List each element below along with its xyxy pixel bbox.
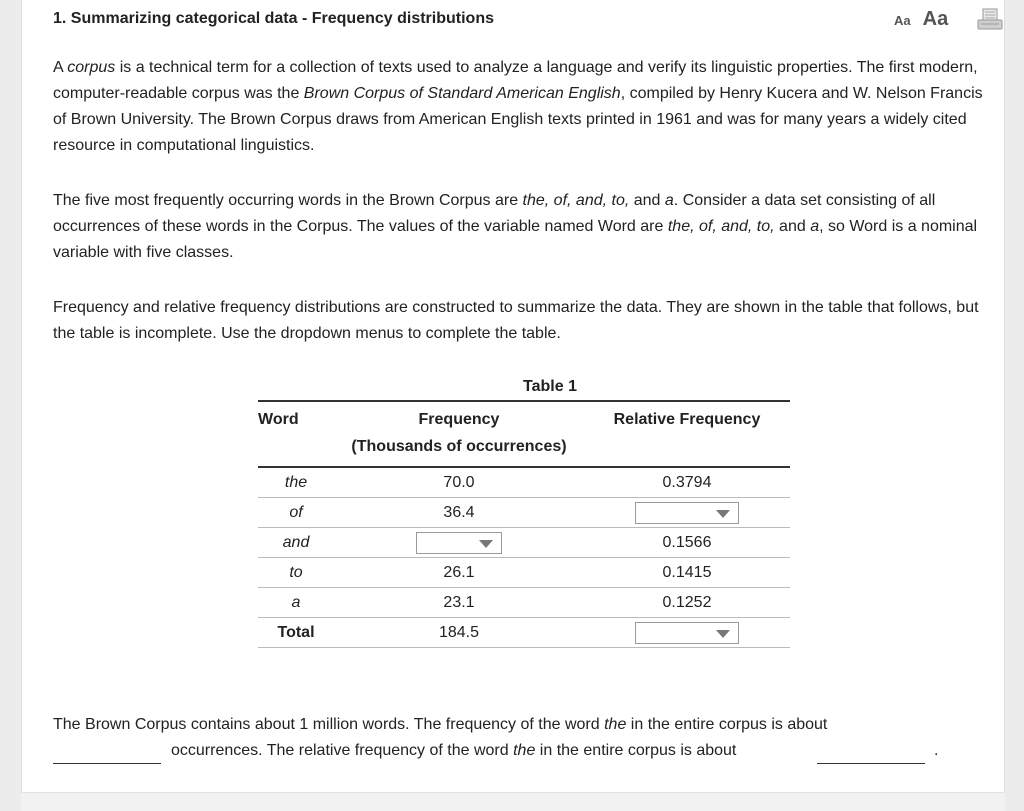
table-row [258,588,790,618]
sentence-period: . [934,742,939,759]
table-row [258,558,790,588]
word-cell: of [258,498,334,528]
table-row [258,498,790,528]
decrease-font-button[interactable]: Aa [894,13,911,28]
total-relative-frequency-cell [584,618,790,648]
relative-frequency-cell: 0.1252 [584,588,790,618]
font-size-controls [894,8,948,31]
frequency-answer-blank[interactable] [53,744,161,764]
left-frame-border [0,0,22,811]
table-caption: Table 1 [523,378,577,395]
relative-frequency-cell: 0.1415 [584,558,790,588]
relative-frequency-cell [584,498,790,528]
question-title: 1. Summarizing categorical data - Frequency distributions [53,10,494,27]
frequency-cell: 70.0 [334,467,584,498]
word-cell: a [258,588,334,618]
table-header-row [258,401,790,467]
of-relative-frequency-dropdown[interactable] [635,502,739,524]
table-total-row [258,618,790,648]
frequency-cell: 23.1 [334,588,584,618]
frequency-cell: 26.1 [334,558,584,588]
corpus-question-paragraph: The Brown Corpus contains about 1 million words. The frequency of the word the in the entire corpus is about [53,716,828,733]
total-relative-frequency-dropdown[interactable] [635,622,739,644]
relative-frequency-cell: 0.3794 [584,467,790,498]
word-cell: and [258,528,334,558]
table-row [258,528,790,558]
frequency-table-container [258,376,790,648]
total-label: Total [258,618,334,648]
print-icon[interactable] [977,7,1003,31]
corpus-question-line2: occurrences. The relative frequency of the word the in the entire corpus is about [171,742,737,759]
frequency-cell [334,528,584,558]
relative-frequency-cell: 0.1566 [584,528,790,558]
increase-font-button[interactable]: Aa [922,8,949,30]
and-frequency-dropdown[interactable] [416,532,502,554]
table-row [258,467,790,498]
right-scrollbar-track[interactable] [1004,0,1024,811]
total-frequency-cell: 184.5 [334,618,584,648]
instructions-paragraph: Frequency and relative frequency distributions are constructed to summarize the data. They are shown in the table that follows, but the table is incomplete. Use the dropdown menus to complete the table. [53,299,979,342]
header-relative-frequency: Relative Frequency [584,401,790,467]
chevron-down-icon [479,540,493,548]
relative-frequency-answer-blank[interactable] [817,744,925,764]
chevron-down-icon [716,630,730,638]
frequency-table [258,400,790,648]
header-frequency: Frequency (Thousands of occurrences) [334,401,584,467]
word-cell: to [258,558,334,588]
bottom-frame-border [21,792,1005,811]
header-word: Word [258,401,334,467]
word-cell: the [258,467,334,498]
words-paragraph: The five most frequently occurring words in the Brown Corpus are the, of, and, to, and a. Consider a data set consisting of all occurrences of these words in the Corpus. The values of the variable named Word are the, of, and, to, and a, so Word is a nominal variable with five classes. [53,192,978,261]
frequency-cell: 36.4 [334,498,584,528]
intro-paragraph: A corpus is a technical term for a collection of texts used to analyze a language and verify its linguistic properties. The first modern, computer-readable corpus was the Brown Corpus of Standard American English, compiled by Henry Kucera and W. Nelson Francis of Brown University. The Brown Corpus draws from American English texts printed in 1961 and was for many years a widely cited resource in computational linguistics. [53,59,983,154]
chevron-down-icon [716,510,730,518]
